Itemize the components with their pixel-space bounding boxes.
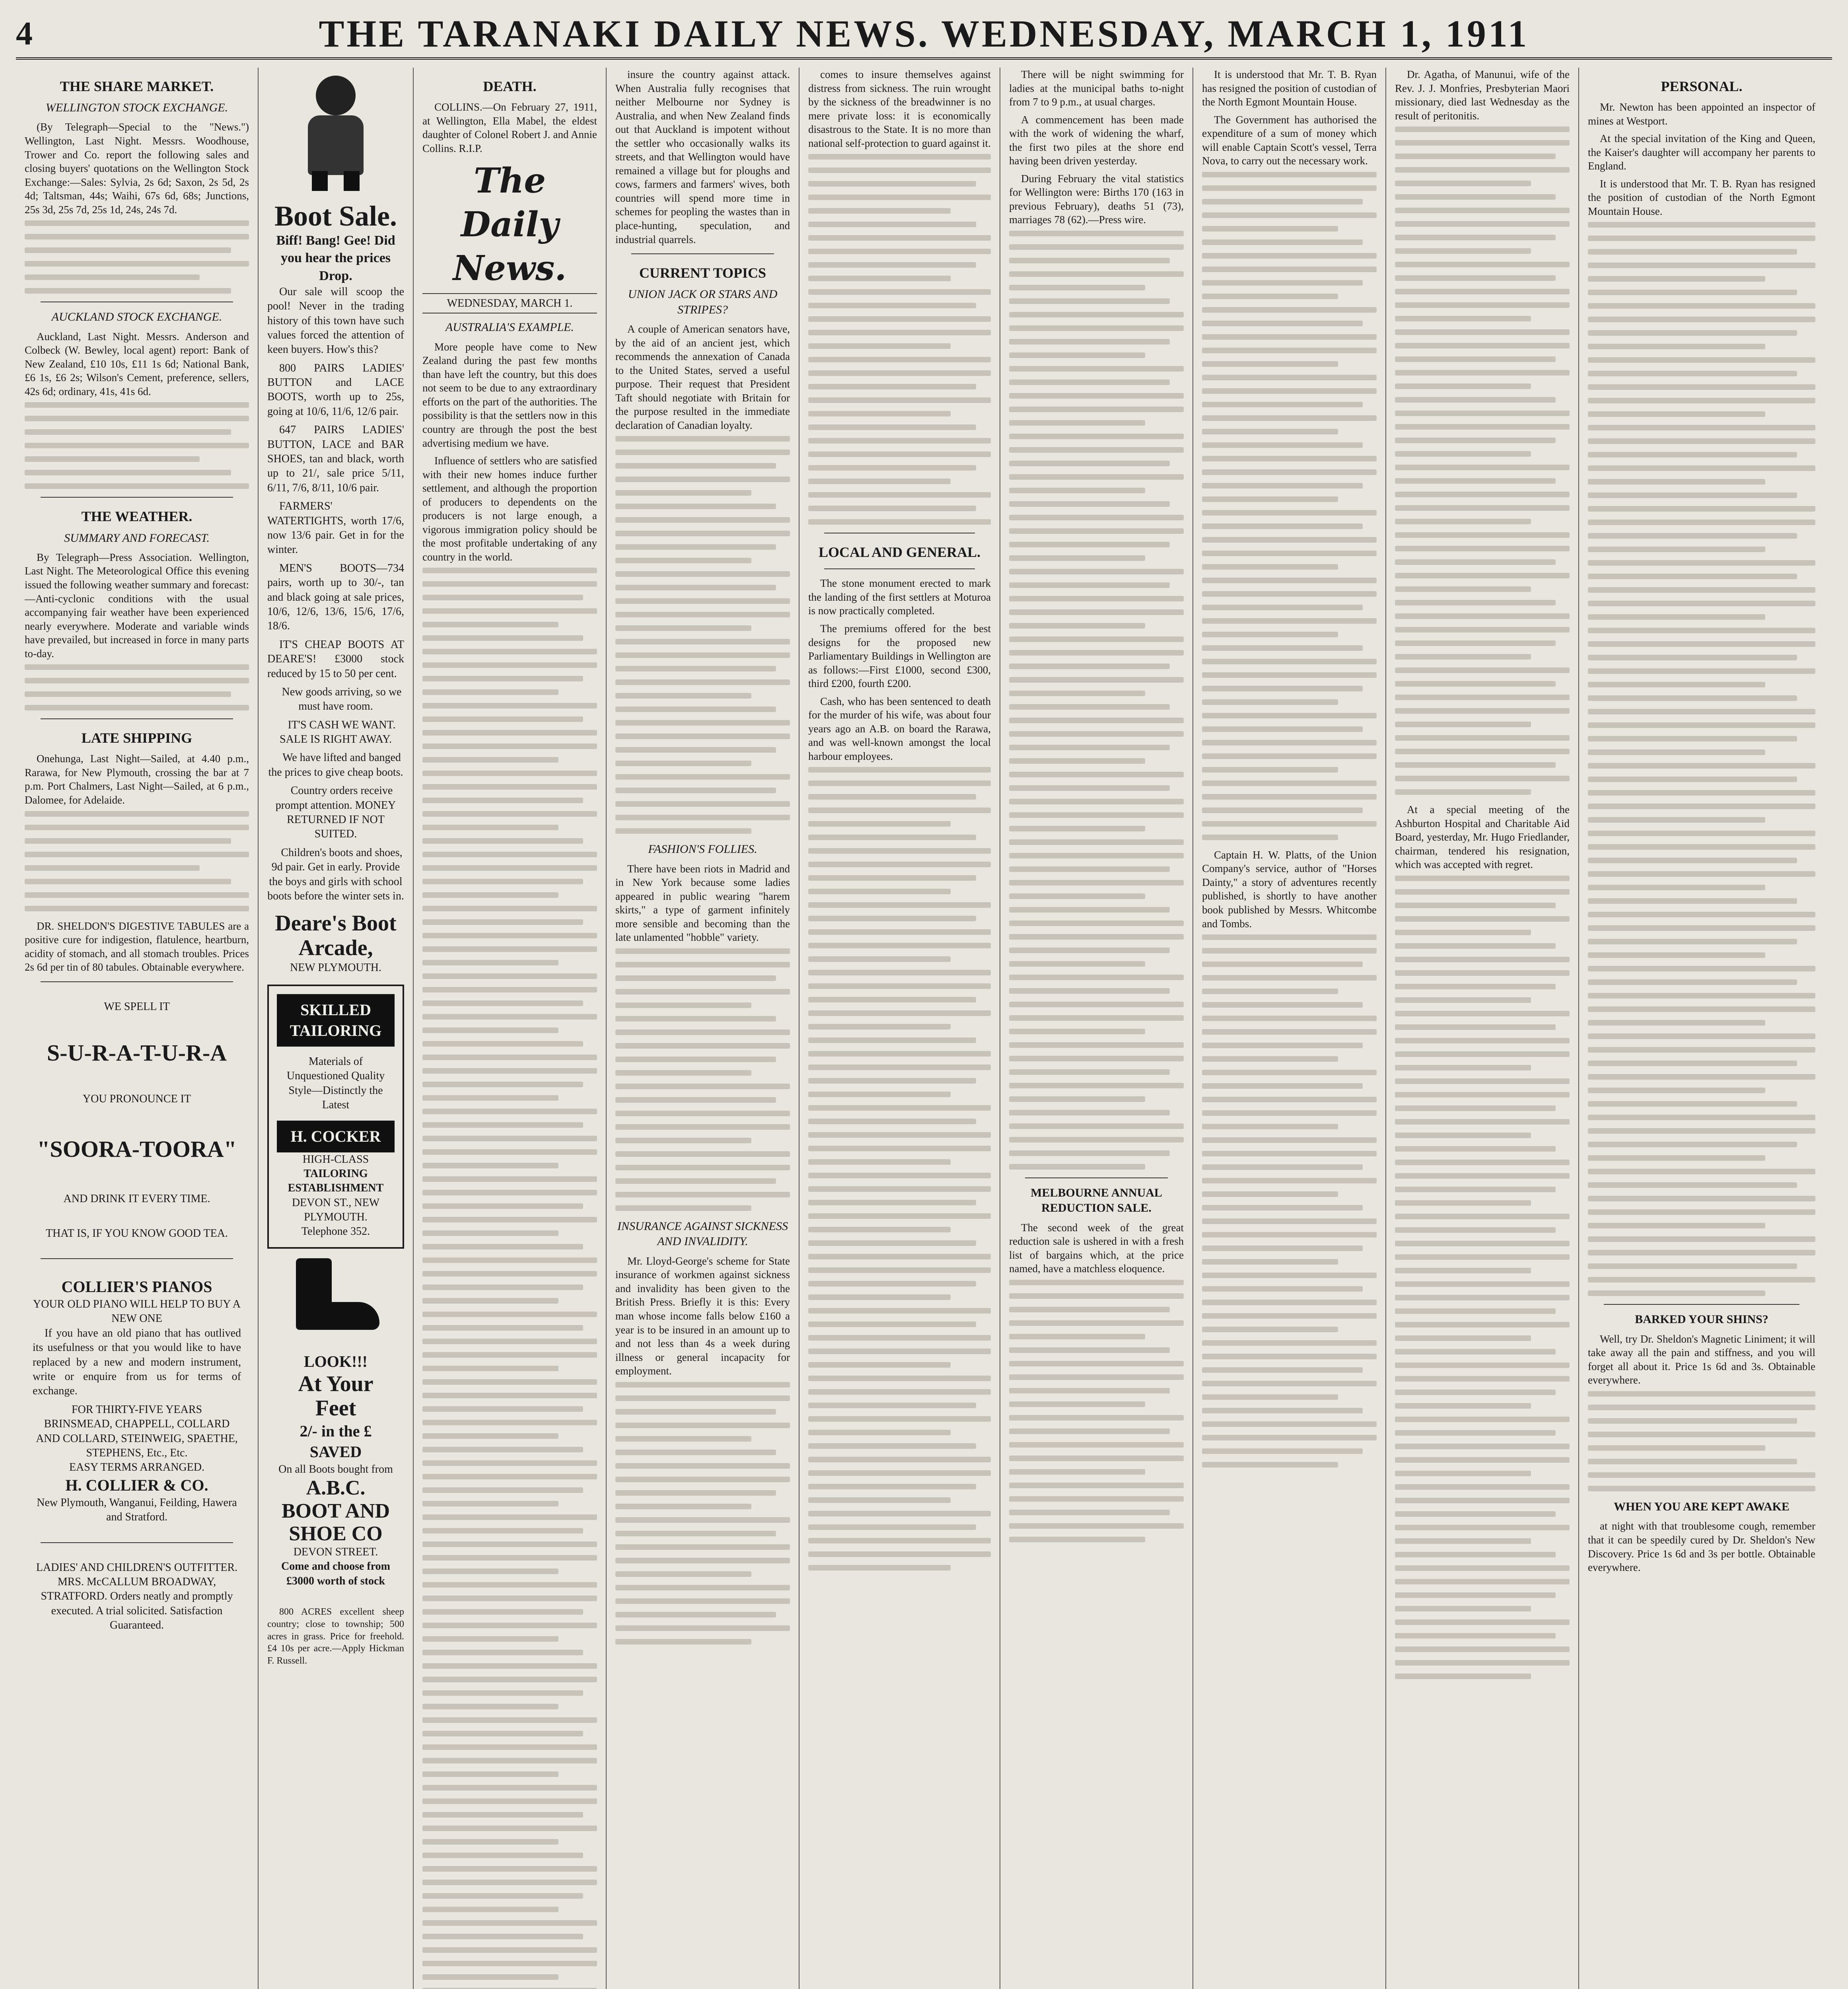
cash-wanted: IT'S CASH WE WANT. SALE IS RIGHT AWAY. xyxy=(280,718,396,746)
boot-illustration xyxy=(288,1258,383,1334)
kept-awake-text: at night with that troublesome cough, remember that it can be speedily cured by Dr. Sheldon's New Discovery. Price 1s 6d and 3s per bottle. Obtainable everywhere. xyxy=(1588,1520,1815,1574)
column-7 xyxy=(1193,68,1386,1989)
outfitter-heading: LADIES' AND CHILDREN'S OUTFITTER. xyxy=(36,1561,238,1574)
text-lines xyxy=(615,436,790,834)
melbourne-sale-heading: MELBOURNE ANNUAL REDUCTION SALE. xyxy=(1031,1186,1162,1215)
insurance-text: Mr. Lloyd-George's scheme for State insurance of workmen against sickness and invalidity has been given to the British Press. Briefly it is this: Every man whose income falls below £160 a year is to be insured in an amount up to and not less than 4s a week during illness or general incapacity for employment. xyxy=(615,1255,790,1377)
tailoring-sub: Materials of Unquestioned Quality Style—Distinctly the Latest xyxy=(286,1055,385,1111)
text-lines xyxy=(25,664,249,710)
barked-shins-text: Well, try Dr. Sheldon's Magnetic Liniment; it will take away all the pain and stiffness, and you will forget all about it. Price 1s 6d and 3s. Obtainable everywhere. xyxy=(1588,1333,1815,1386)
local-p11: At a special meeting of the Ashburton Hospital and Charitable Aid Board, yesterday, Mr. Hugo Friedlander, chairman, tendered his resignation, which was accepted with regret. xyxy=(1395,804,1570,871)
column-8 xyxy=(1386,68,1579,1989)
editorial-continued: insure the country against attack. When Australia fully recognises that neither Melbourne nor Sydney is Australia, and when New Zealand finds out that Auckland is impotent without the settler who occasionally walks its streets, and that Wellington would have remained a village but for ploughs and cows, farmers and farmers' wives, both countries will spend more time in schemes for peopling the wastes than in place-hunting, speculation, and industrial quarrels. xyxy=(615,68,790,245)
on-all-boots: On all Boots bought from xyxy=(278,1463,393,1476)
death-heading: DEATH. xyxy=(483,78,537,94)
sale-item-1: 800 PAIRS LADIES' BUTTON and LACE BOOTS, worth up to 25s, going at 10/6, 11/6, 12/6 pair. xyxy=(267,362,404,418)
local-p8: The Government has authorised the expenditure of a sum of money which will enable Captain Scott's vessel, Terra Nova, to carry out the necessary work. xyxy=(1202,113,1377,167)
auckland-exchange-heading: AUCKLAND STOCK EXCHANGE. xyxy=(51,310,222,324)
good-tea: THAT IS, IF YOU KNOW GOOD TEA. xyxy=(46,1227,228,1240)
divider xyxy=(41,1258,233,1259)
weather-subheading: SUMMARY AND FORECAST. xyxy=(64,531,210,545)
local-p4: There will be night swimming for ladies at the municipal baths to-night from 7 to 9 p.m., at usual charges. xyxy=(1009,68,1184,108)
soora-toora: "SOORA-TOORA" xyxy=(37,1136,237,1162)
divider xyxy=(41,497,233,498)
current-topics-heading: CURRENT TOPICS xyxy=(639,265,766,281)
fashion-heading: FASHION'S FOLLIES. xyxy=(648,843,757,856)
shipping-text: Onehunga, Last Night—Sailed, at 4.40 p.m., Rarawa, for New Plymouth, crossing the bar at 7 p.m. Port Chalmers, Last Night—Sailed, at 6 p.m., Dalomee, for Adelaide. xyxy=(25,753,249,806)
local-general-heading: LOCAL AND GENERAL. xyxy=(818,544,981,561)
divider xyxy=(41,718,233,719)
local-p5: A commencement has been made with the work of widening the wharf, the first two piles at the shore end having been driven yesterday. xyxy=(1009,113,1184,167)
auckland-exchange-text: Auckland, Last Night. Messrs. Anderson and Colbeck (W. Bewley, local agent) report: Bank of New Zealand, £10 10s, £11 1s 6d; National Bank, £6 1s, £6 2s; Wilson's Cement, preference, sellers, 42s 6d; ordinary, 41s, 41s 6d. xyxy=(25,330,249,397)
column-3 xyxy=(414,68,607,1989)
local-p6: During February the vital statistics for Wellington were: Births 170 (163 in previous February), deaths 51 (73), marriages 78 (62).—Press wire. xyxy=(1009,172,1184,226)
insurance-continued: comes to insure themselves against distress from sickness. The ruin wrought by the sickness of the breadwinner is no mere private loss: it is economically disastrous to the State. It is no more than national self-protection to guard against it. xyxy=(808,68,991,149)
divider xyxy=(1604,1304,1799,1305)
editorial-heading: AUSTRALIA'S EXAMPLE. xyxy=(445,321,574,334)
cocker-address: DEVON ST., NEW PLYMOUTH. xyxy=(292,1196,380,1224)
outfitter-ad xyxy=(25,1553,249,1641)
mccallum-text: MRS. McCALLUM BROADWAY, STRATFORD. Orders neatly and promptly executed. A trial solicited. Satisfaction Guaranteed. xyxy=(41,1575,233,1632)
union-jack-text: A couple of American senators have, by the aid of an ancient jest, which recommends the annexation of Canada to the United States, served a useful purpose. Their request that President Taft should negotiate with Britain for the purpose resulted in the immediate declaration of Canadian loyalty. xyxy=(615,323,790,431)
daily-news-flag: The Daily News. xyxy=(453,161,567,289)
children-boots: Children's boots and shoes, 9d pair. Get in early. Provide the boys and girls with school boots before the winter sets in. xyxy=(267,846,404,902)
page-number: 4 xyxy=(16,15,33,52)
divider xyxy=(824,568,975,569)
local-p10: Dr. Agatha, of Manunui, wife of the Rev. J. J. Monfries, Presbyterian Maori missionary, died last Wednesday as the result of peritonitis. xyxy=(1395,68,1570,122)
collier-heading: COLLIER'S PIANOS xyxy=(61,1278,212,1296)
local-p1: The stone monument erected to mark the landing of the first settlers at Moturoa is now practically completed. xyxy=(808,577,991,617)
boot-sale-title: Boot Sale. xyxy=(274,200,397,232)
suratura-word: S-U-R-A-T-U-R-A xyxy=(47,1040,227,1066)
sale-item-2: 647 PAIRS LADIES' BUTTON, LACE and BAR SHOES, tan and black, worth up to 21/, sale price 5/11, 6/11, 7/6, 8/11, 10/6 pair. xyxy=(267,424,404,494)
personal-heading: PERSONAL. xyxy=(1661,78,1743,94)
death-notice: COLLINS.—On February 27, 1911, at Wellington, Ella Mabel, the eldest daughter of Colonel Robert J. and Annie Collins. R.I.P. xyxy=(422,101,597,154)
deares-arcade: Deare's Boot Arcade, xyxy=(275,911,397,960)
abc-street: DEVON STREET. xyxy=(293,1546,378,1558)
masthead xyxy=(16,10,1832,60)
suratura-pronounce: YOU PRONOUNCE IT xyxy=(82,1092,191,1105)
personal-p2: At the special invitation of the King and Queen, the Kaiser's daughter will accompany her parents to England. xyxy=(1588,132,1815,172)
text-lines xyxy=(1202,172,1377,840)
cocker-phone: Telephone 352. xyxy=(301,1225,370,1238)
union-jack-heading: UNION JACK OR STARS AND STRIPES? xyxy=(628,288,778,316)
abc-company: A.B.C. BOOT AND SHOE CO xyxy=(281,1477,390,1545)
divider xyxy=(41,981,233,982)
local-p7: It is understood that Mr. T. B. Ryan has resigned the position of custodian of the North Egmont Mountain House. xyxy=(1202,68,1377,108)
tabules-ad: DR. SHELDON'S DIGESTIVE TABULES are a positive cure for indigestion, flatulence, heartburn, acidity of stomach, and all stomach troubles. Prices 2s 6d per tin of 80 tabules. Obtainable everywhere. xyxy=(25,920,249,973)
text-lines xyxy=(1395,127,1570,795)
choose-stock: Come and choose from £3000 worth of stock xyxy=(281,1560,390,1587)
look-title: LOOK!!! xyxy=(304,1352,368,1370)
divider xyxy=(631,253,774,254)
collier-towns: New Plymouth, Wanganui, Feilding, Hawera and Stratford. xyxy=(37,1496,237,1524)
saved: 2/- in the £ SAVED xyxy=(300,1422,372,1461)
drink-it: AND DRINK IT EVERY TIME. xyxy=(63,1193,210,1205)
lifted-prices: We have lifted and banged the prices to give cheap boots. xyxy=(268,751,403,778)
editorial-date: WEDNESDAY, MARCH 1. xyxy=(422,293,597,314)
text-lines xyxy=(615,1382,790,1645)
suratura-intro: WE SPELL IT xyxy=(104,1000,170,1013)
column-1 xyxy=(16,68,259,1989)
at-your-feet: At Your Feet xyxy=(298,1371,373,1421)
divider xyxy=(1025,1177,1168,1178)
abc-ad xyxy=(267,1343,404,1596)
text-lines xyxy=(1009,231,1184,1170)
country-orders: Country orders receive prompt attention. MONEY RETURNED IF NOT SUITED. xyxy=(275,784,396,841)
editorial-p2: Influence of settlers who are satisfied with their new homes induce further settlement, and although the proportion of producers to dependents on the producers is not large enough, a vigorous immigration policy should be the most profitable undertaking of any country in the world. xyxy=(422,455,597,563)
local-p3: Cash, who has been sentenced to death for the murder of his wife, was about four years ago an A.B. on board the Rarawa, and was well-known amongst the local harbour employees. xyxy=(808,695,991,762)
deares-town: NEW PLYMOUTH. xyxy=(290,961,381,974)
cocker-class: HIGH-CLASS xyxy=(302,1153,369,1166)
tailoring-ad xyxy=(267,985,404,1249)
suratura-ad xyxy=(25,992,249,1249)
divider xyxy=(41,1542,233,1543)
text-lines xyxy=(25,402,249,489)
text-lines xyxy=(808,767,991,1571)
weather-text: By Telegraph—Press Association. Wellington, Last Night. The Meteorological Office this evening issued the following weather summary and forecast:—Anti-cyclonic conditions with the usual accompanying fair weather have been experienced nearly everywhere. Moderate and variable winds have prevailed, but increased in force in many parts to-day. xyxy=(25,551,249,660)
piano-brands: BRINSMEAD, CHAPPELL, COLLARD AND COLLARD, STEINWEIG, SPAETHE, STEPHENS, Etc., Etc. xyxy=(36,1418,238,1459)
biff-bang: Biff! Bang! Gee! Did you hear the prices Drop. xyxy=(276,233,395,283)
column-4 xyxy=(607,68,800,1989)
text-lines xyxy=(1009,1280,1184,1542)
cocker-name: H. COCKER xyxy=(277,1121,395,1152)
sale-item-5: IT'S CHEAP BOOTS AT DEARE'S! £3000 stock reduced by 15 to 50 per cent. xyxy=(267,638,404,680)
text-lines xyxy=(1395,876,1570,1679)
text-lines xyxy=(1588,222,1815,1296)
skilled-tailoring: SKILLED TAILORING xyxy=(277,994,395,1047)
collier-sub: YOUR OLD PIANO WILL HELP TO BUY A NEW ONE xyxy=(33,1298,241,1325)
text-lines xyxy=(25,811,249,911)
column-5 xyxy=(800,68,1000,1989)
column-9 xyxy=(1579,68,1824,1989)
text-lines xyxy=(25,220,249,294)
insurance-heading: INSURANCE AGAINST SICKNESS AND INVALIDITY. xyxy=(617,1220,788,1248)
local-p9: Captain H. W. Platts, of the Union Company's service, author of "Horses Dainty," a story of adventures recently published, is shortly to have another book published by Messrs. Whitcombe and Tombs. xyxy=(1202,849,1377,930)
column-2 xyxy=(259,68,414,1989)
text-lines xyxy=(615,948,790,1211)
collier-company: H. COLLIER & CO. xyxy=(65,1476,208,1494)
acres-ad: 800 ACRES excellent sheep country; close to township; 500 acres in grass. Price for freehold. £4 10s per acre.—Apply Hickman F. Russell. xyxy=(267,1607,404,1666)
text-lines xyxy=(422,568,597,1989)
collier-ad xyxy=(25,1269,249,1532)
personal-p3: It is understood that Mr. T. B. Ryan has resigned the position of custodian of the North Egmont Mountain House. xyxy=(1588,177,1815,217)
barked-shins-heading: BARKED YOUR SHINS? xyxy=(1635,1313,1768,1326)
sale-intro: Our sale will scoop the pool! Never in the trading history of this town have such values forced the attention of keen buyers. How's this? xyxy=(267,285,404,356)
collier-text: If you have an old piano that has outlived its usefulness or that you would like to have replaced by a new and modern instrument, write or enquire from us for terms of exchange. xyxy=(33,1327,241,1397)
column-6 xyxy=(1000,68,1193,1989)
melbourne-sale-text: The second week of the great reduction sale is ushered in with a fresh list of bargains which, at the price named, have a matchless eloquence. xyxy=(1009,1221,1184,1275)
fashion-text: There have been riots in Madrid and in New York because some ladies appeared in public wearing "harem skirts," a type of garment infinitely more sensible and becoming than the late unlamented "hobble" variety. xyxy=(615,862,790,944)
shipping-heading: LATE SHIPPING xyxy=(81,730,193,746)
new-goods: New goods arriving, so we must have room. xyxy=(282,685,402,713)
kept-awake-heading: WHEN YOU ARE KEPT AWAKE xyxy=(1614,1500,1790,1514)
editorial-p1: More people have come to New Zealand during the past few months than have left the country, but this does not seem to be due to any extraordinary efforts on the part of the authorities. The possibility is that the settlers now in this country are through the post the best advertising medium we have. xyxy=(422,341,597,449)
thirty-five-years: FOR THIRTY-FIVE YEARS xyxy=(71,1403,202,1416)
share-market-heading: THE SHARE MARKET. xyxy=(60,78,214,94)
local-p2: The premiums offered for the best designs for the proposed new Parliamentary Buildings in Wellington are as follows:—First £1000, second £300, third £200, fourth £200. xyxy=(808,623,991,690)
boot-sale-ad xyxy=(267,200,404,975)
sale-item-4: MEN'S BOOTS—734 pairs, worth up to 30/-, tan and black going at sale prices, 10/6, 12/6, 13/6, 15/6, 17/6, 18/6. xyxy=(267,562,404,633)
columns xyxy=(16,68,1832,1989)
text-lines xyxy=(808,154,991,525)
weather-heading: THE WEATHER. xyxy=(81,508,193,525)
text-lines xyxy=(1588,1391,1815,1491)
newspaper-title: THE TARANAKI DAILY NEWS. WEDNESDAY, MARCH 1, 1911 xyxy=(319,12,1529,55)
text-lines xyxy=(1202,934,1377,1467)
easy-terms: EASY TERMS ARRANGED. xyxy=(69,1461,204,1474)
clown-figure-illustration xyxy=(292,72,379,191)
sale-item-3: FARMERS' WATERTIGHTS, worth 17/6, now 13/6 pair. Get in for the winter. xyxy=(267,500,404,556)
cocker-establishment: TAILORING ESTABLISHMENT xyxy=(288,1167,384,1195)
wellington-exchange-text: (By Telegraph—Special to the "News.") Wellington, Last Night. Messrs. Woodhouse, Trower and Co. report the following sales and closing buyers' quotations on the Wellington Stock Exchange:—Sales: Sylvia, 2s 6d; Saxon, 2s 5d, 2s 4d; Taltsman, 44s; Waihi, 67s 6d, 68s; Junctions, 25s 3d, 25s 7d, 25s 1d, 24s, 24s 7d. xyxy=(25,121,249,216)
personal-p1: Mr. Newton has been appointed an inspector of mines at Westport. xyxy=(1588,101,1815,127)
wellington-exchange-heading: WELLINGTON STOCK EXCHANGE. xyxy=(45,101,228,115)
